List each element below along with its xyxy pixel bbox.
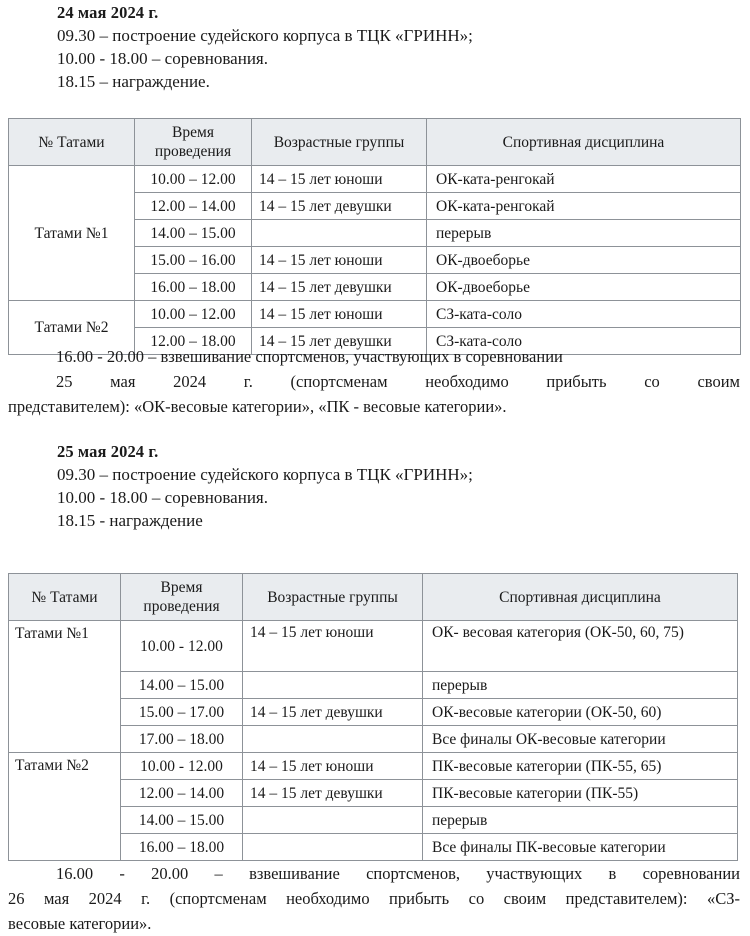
day1-schedule-line-2: 10.00 - 18.00 – соревнования.: [57, 49, 268, 68]
table1-g1-r1-time: 10.00 – 12.00: [135, 166, 252, 193]
table2-g2-r1-discipline: ПК-весовые категории (ПК-55, 65): [423, 753, 738, 780]
day2-schedule-line-2-row: [0, 486, 750, 509]
table2-g2-r2-discipline: ПК-весовые категории (ПК-55): [423, 780, 738, 807]
table2-g2-r2-age: 14 – 15 лет девушки: [243, 780, 423, 807]
table2-g1-r4-age: [243, 726, 423, 753]
table2-g1-r1-discipline: ОК- весовая категория (ОК-50, 60, 75): [423, 621, 738, 672]
day1-schedule-line-3: 18.15 – награждение.: [57, 72, 210, 91]
table-header-row: [9, 574, 738, 621]
table2-g2-r2-time: 12.00 – 14.00: [121, 780, 243, 807]
table2-g2-r4-time: 16.00 – 18.00: [121, 834, 243, 861]
weigh-in-p1-line1: 16.00 - 20.00 – взвешивание спортсменов, участвующих в соревновании: [56, 347, 563, 366]
table2-header-tatami: № Татами: [9, 574, 121, 621]
table1-g1-r3-discipline: перерыв: [427, 220, 741, 247]
table-row: [9, 753, 738, 780]
table1-g1-r2-time: 12.00 – 14.00: [135, 193, 252, 220]
table-row: [9, 621, 738, 672]
table-row: [9, 301, 741, 328]
day1-schedule-line-1-row: [0, 24, 750, 47]
table2-g2-r3-time: 14.00 – 15.00: [121, 807, 243, 834]
table2-g1-r4-time: 17.00 – 18.00: [121, 726, 243, 753]
weigh-in-p1-line2: 25 мая 2024 г. (спортсменам необходимо прибыть со своим: [56, 372, 740, 391]
table1-g1-r3-time: 14.00 – 15.00: [135, 220, 252, 247]
table2-g1-r3-time: 15.00 – 17.00: [121, 699, 243, 726]
table-row: [9, 166, 741, 193]
table1-g2-r2-age: 14 – 15 лет девушки: [252, 328, 427, 355]
table2-g1-r3-age: 14 – 15 лет девушки: [243, 699, 423, 726]
table1-g1-r3-age: [252, 220, 427, 247]
weigh-in-paragraph-1: [8, 344, 740, 419]
table1-g1-r1-discipline: ОК-ката-ренгокай: [427, 166, 741, 193]
day2-date-heading: 25 мая 2024 г.: [57, 442, 159, 461]
table2-g2-r3-discipline: перерыв: [423, 807, 738, 834]
table1-g1-r5-discipline: ОК-двоеборье: [427, 274, 741, 301]
day1-schedule-line-3-row: [0, 70, 750, 93]
table1-g1-r5-age: 14 – 15 лет девушки: [252, 274, 427, 301]
day2-date-heading-row: [0, 441, 750, 462]
weigh-in-p2-line2: 26 мая 2024 г. (спортсменам необходимо прибыть со своим представителем): «СЗ-: [8, 889, 740, 908]
table1-header-time-line2: проведения: [154, 143, 232, 160]
table1-g2-r1-time: 10.00 – 12.00: [135, 301, 252, 328]
table1-g1-r4-discipline: ОК-двоеборье: [427, 247, 741, 274]
table1-group2-tatami: Татами №2: [9, 301, 135, 355]
table-header-row: [9, 119, 741, 166]
day2-schedule-line-2: 10.00 - 18.00 – соревнования.: [57, 488, 268, 507]
table1-header-tatami: № Татами: [9, 119, 135, 166]
table2-g1-r2-time: 14.00 – 15.00: [121, 672, 243, 699]
table2-g1-r1-time: 10.00 - 12.00: [121, 621, 243, 672]
weigh-in-p2-line1: 16.00 - 20.00 – взвешивание спортсменов, участвующих в соревновании: [56, 864, 740, 883]
table2-g1-r2-discipline: перерыв: [423, 672, 738, 699]
table1-g1-r4-time: 15.00 – 16.00: [135, 247, 252, 274]
table1-g2-r1-discipline: СЗ-ката-соло: [427, 301, 741, 328]
table2-group1-tatami: Татами №1: [9, 621, 121, 753]
table1-g1-r4-age: 14 – 15 лет юноши: [252, 247, 427, 274]
table1-g2-r2-time: 12.00 – 18.00: [135, 328, 252, 355]
table1-g2-r2-discipline: СЗ-ката-соло: [427, 328, 741, 355]
table1-header-time-line1: Время: [172, 124, 214, 141]
table1-g1-r1-age: 14 – 15 лет юноши: [252, 166, 427, 193]
table2-header-time-line1: Время: [160, 579, 203, 596]
table1-g2-r1-age: 14 – 15 лет юноши: [252, 301, 427, 328]
table2-g1-r2-age: [243, 672, 423, 699]
table1-g1-r2-discipline: ОК-ката-ренгокай: [427, 193, 741, 220]
table1-group1-tatami: Татами №1: [9, 166, 135, 301]
day1-schedule-line-1: 09.30 – построение судейского корпуса в ТЦК «ГРИНН»;: [57, 26, 473, 45]
day1-date-heading: 24 мая 2024 г.: [57, 3, 159, 22]
table2-g1-r4-discipline: Все финалы ОК-весовые категории: [423, 726, 738, 753]
table2-group2-tatami: Татами №2: [9, 753, 121, 861]
weigh-in-p2-line3: весовые категории».: [8, 914, 152, 933]
day2-schedule-line-1-row: [0, 463, 750, 486]
table2-header-time: [121, 574, 243, 621]
schedule-table-day2: [8, 573, 738, 861]
table1-header-discipline: Спортивная дисциплина: [427, 119, 741, 166]
schedule-table-day1: [8, 118, 741, 355]
table2-header-discipline: Спортивная дисциплина: [423, 574, 738, 621]
weigh-in-p1-line3: представителем): «ОК-весовые категории», «ПК - весовые категории».: [8, 397, 507, 416]
day2-schedule-line-3: 18.15 - награждение: [57, 511, 203, 530]
table2-g2-r4-discipline: Все финалы ПК-весовые категории: [423, 834, 738, 861]
table2-header-age: Возрастные группы: [243, 574, 423, 621]
table2-g2-r1-time: 10.00 - 12.00: [121, 753, 243, 780]
table2-g2-r3-age: [243, 807, 423, 834]
weigh-in-paragraph-2: [8, 861, 740, 936]
table2-g2-r1-age: 14 – 15 лет юноши: [243, 753, 423, 780]
day2-schedule-line-1: 09.30 – построение судейского корпуса в ТЦК «ГРИНН»;: [57, 465, 473, 484]
day1-date-heading-row: [0, 2, 750, 23]
table1-header-age: Возрастные группы: [252, 119, 427, 166]
table2-g1-r1-age: 14 – 15 лет юноши: [243, 621, 423, 672]
table1-g1-r2-age: 14 – 15 лет девушки: [252, 193, 427, 220]
table2-g1-r3-discipline: ОК-весовые категории (ОК-50, 60): [423, 699, 738, 726]
table2-header-time-line2: проведения: [143, 598, 220, 615]
table1-header-time: [135, 119, 252, 166]
table2-g2-r4-age: [243, 834, 423, 861]
day2-schedule-line-3-row: [0, 509, 750, 532]
table1-g1-r5-time: 16.00 – 18.00: [135, 274, 252, 301]
day1-schedule-line-2-row: [0, 47, 750, 70]
